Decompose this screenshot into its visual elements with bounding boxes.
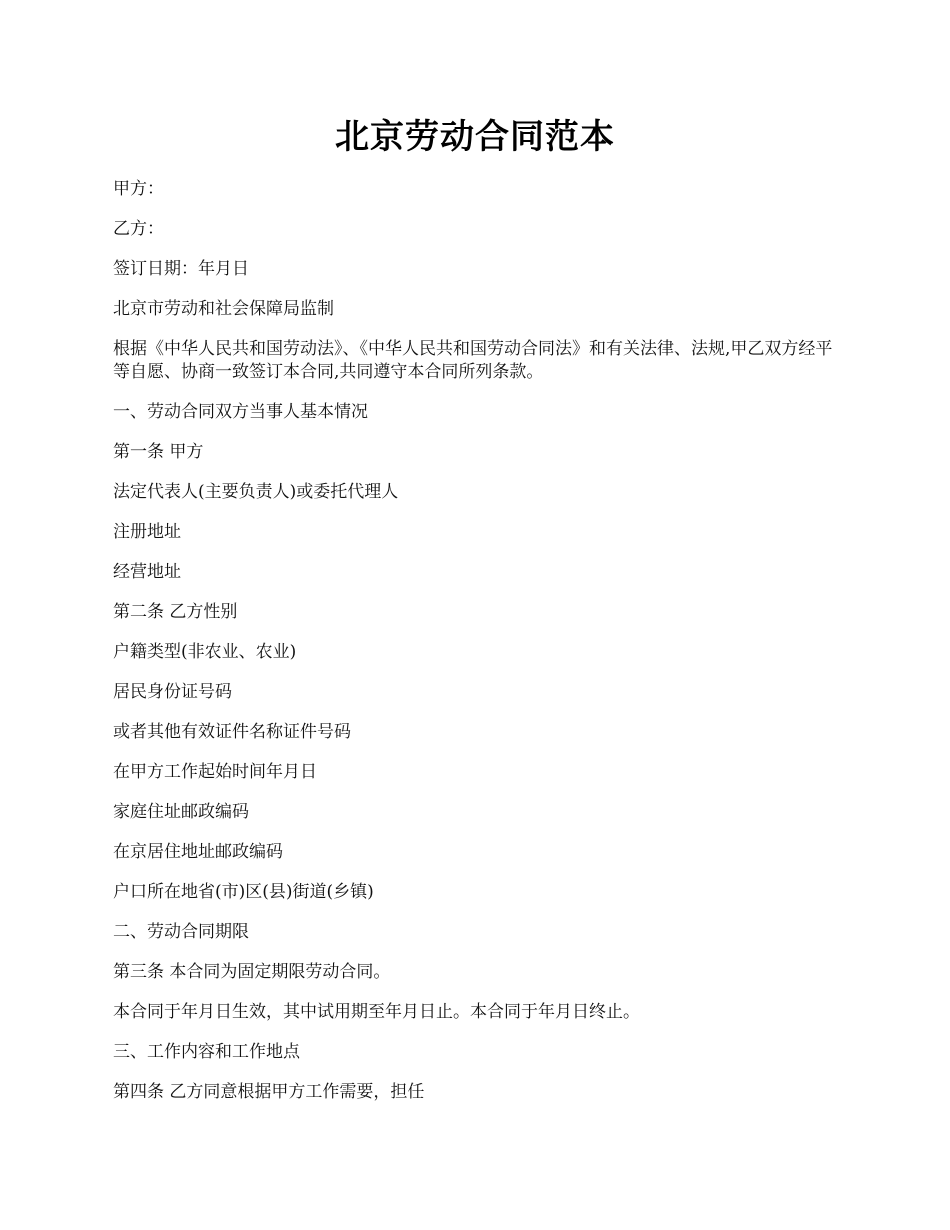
section-heading: 三、工作内容和工作地点 xyxy=(113,1042,300,1062)
party-b-line: 乙方： xyxy=(113,219,164,239)
hukou-location-line: 户口所在地省(市)区(县)街道(乡镇) xyxy=(113,882,374,902)
contract-term-line: 本合同于年月日生效，其中试用期至年月日止。本合同于年月日终止。 xyxy=(113,1002,640,1022)
registered-address-line: 注册地址 xyxy=(113,522,181,542)
article-1: 第一条 甲方 xyxy=(113,442,204,462)
party-a-line: 甲方： xyxy=(113,179,164,199)
section-heading: 一、劳动合同双方当事人基本情况 xyxy=(113,402,368,422)
document-title: 北京劳动合同范本 xyxy=(335,117,615,157)
supervisor-line: 北京市劳动和社会保障局监制 xyxy=(113,299,334,319)
signing-date-line: 签订日期：年月日 xyxy=(113,259,249,279)
business-address-line: 经营地址 xyxy=(113,562,181,582)
section-heading: 二、劳动合同期限 xyxy=(113,922,249,942)
household-type-line: 户籍类型(非农业、农业) xyxy=(113,642,297,662)
preamble-paragraph: 根据《中华人民共和国劳动法》、《中华人民共和国劳动合同法》和有关法律、法规,甲乙双方经平等自愿、协商一致签订本合同,共同遵守本合同所列条款。 xyxy=(113,339,833,382)
id-number-line: 居民身份证号码 xyxy=(113,682,232,702)
start-date-line: 在甲方工作起始时间年月日 xyxy=(113,762,317,782)
legal-representative-line: 法定代表人(主要负责人)或委托代理人 xyxy=(113,482,399,502)
other-id-line: 或者其他有效证件名称证件号码 xyxy=(113,722,351,742)
article-4: 第四条 乙方同意根据甲方工作需要，担任 xyxy=(113,1082,425,1102)
article-3: 第三条 本合同为固定期限劳动合同。 xyxy=(113,962,391,982)
document-body xyxy=(113,178,833,1121)
beijing-address-line: 在京居住地址邮政编码 xyxy=(113,842,283,862)
article-2: 第二条 乙方性别 xyxy=(113,602,238,622)
home-address-line: 家庭住址邮政编码 xyxy=(113,802,249,822)
